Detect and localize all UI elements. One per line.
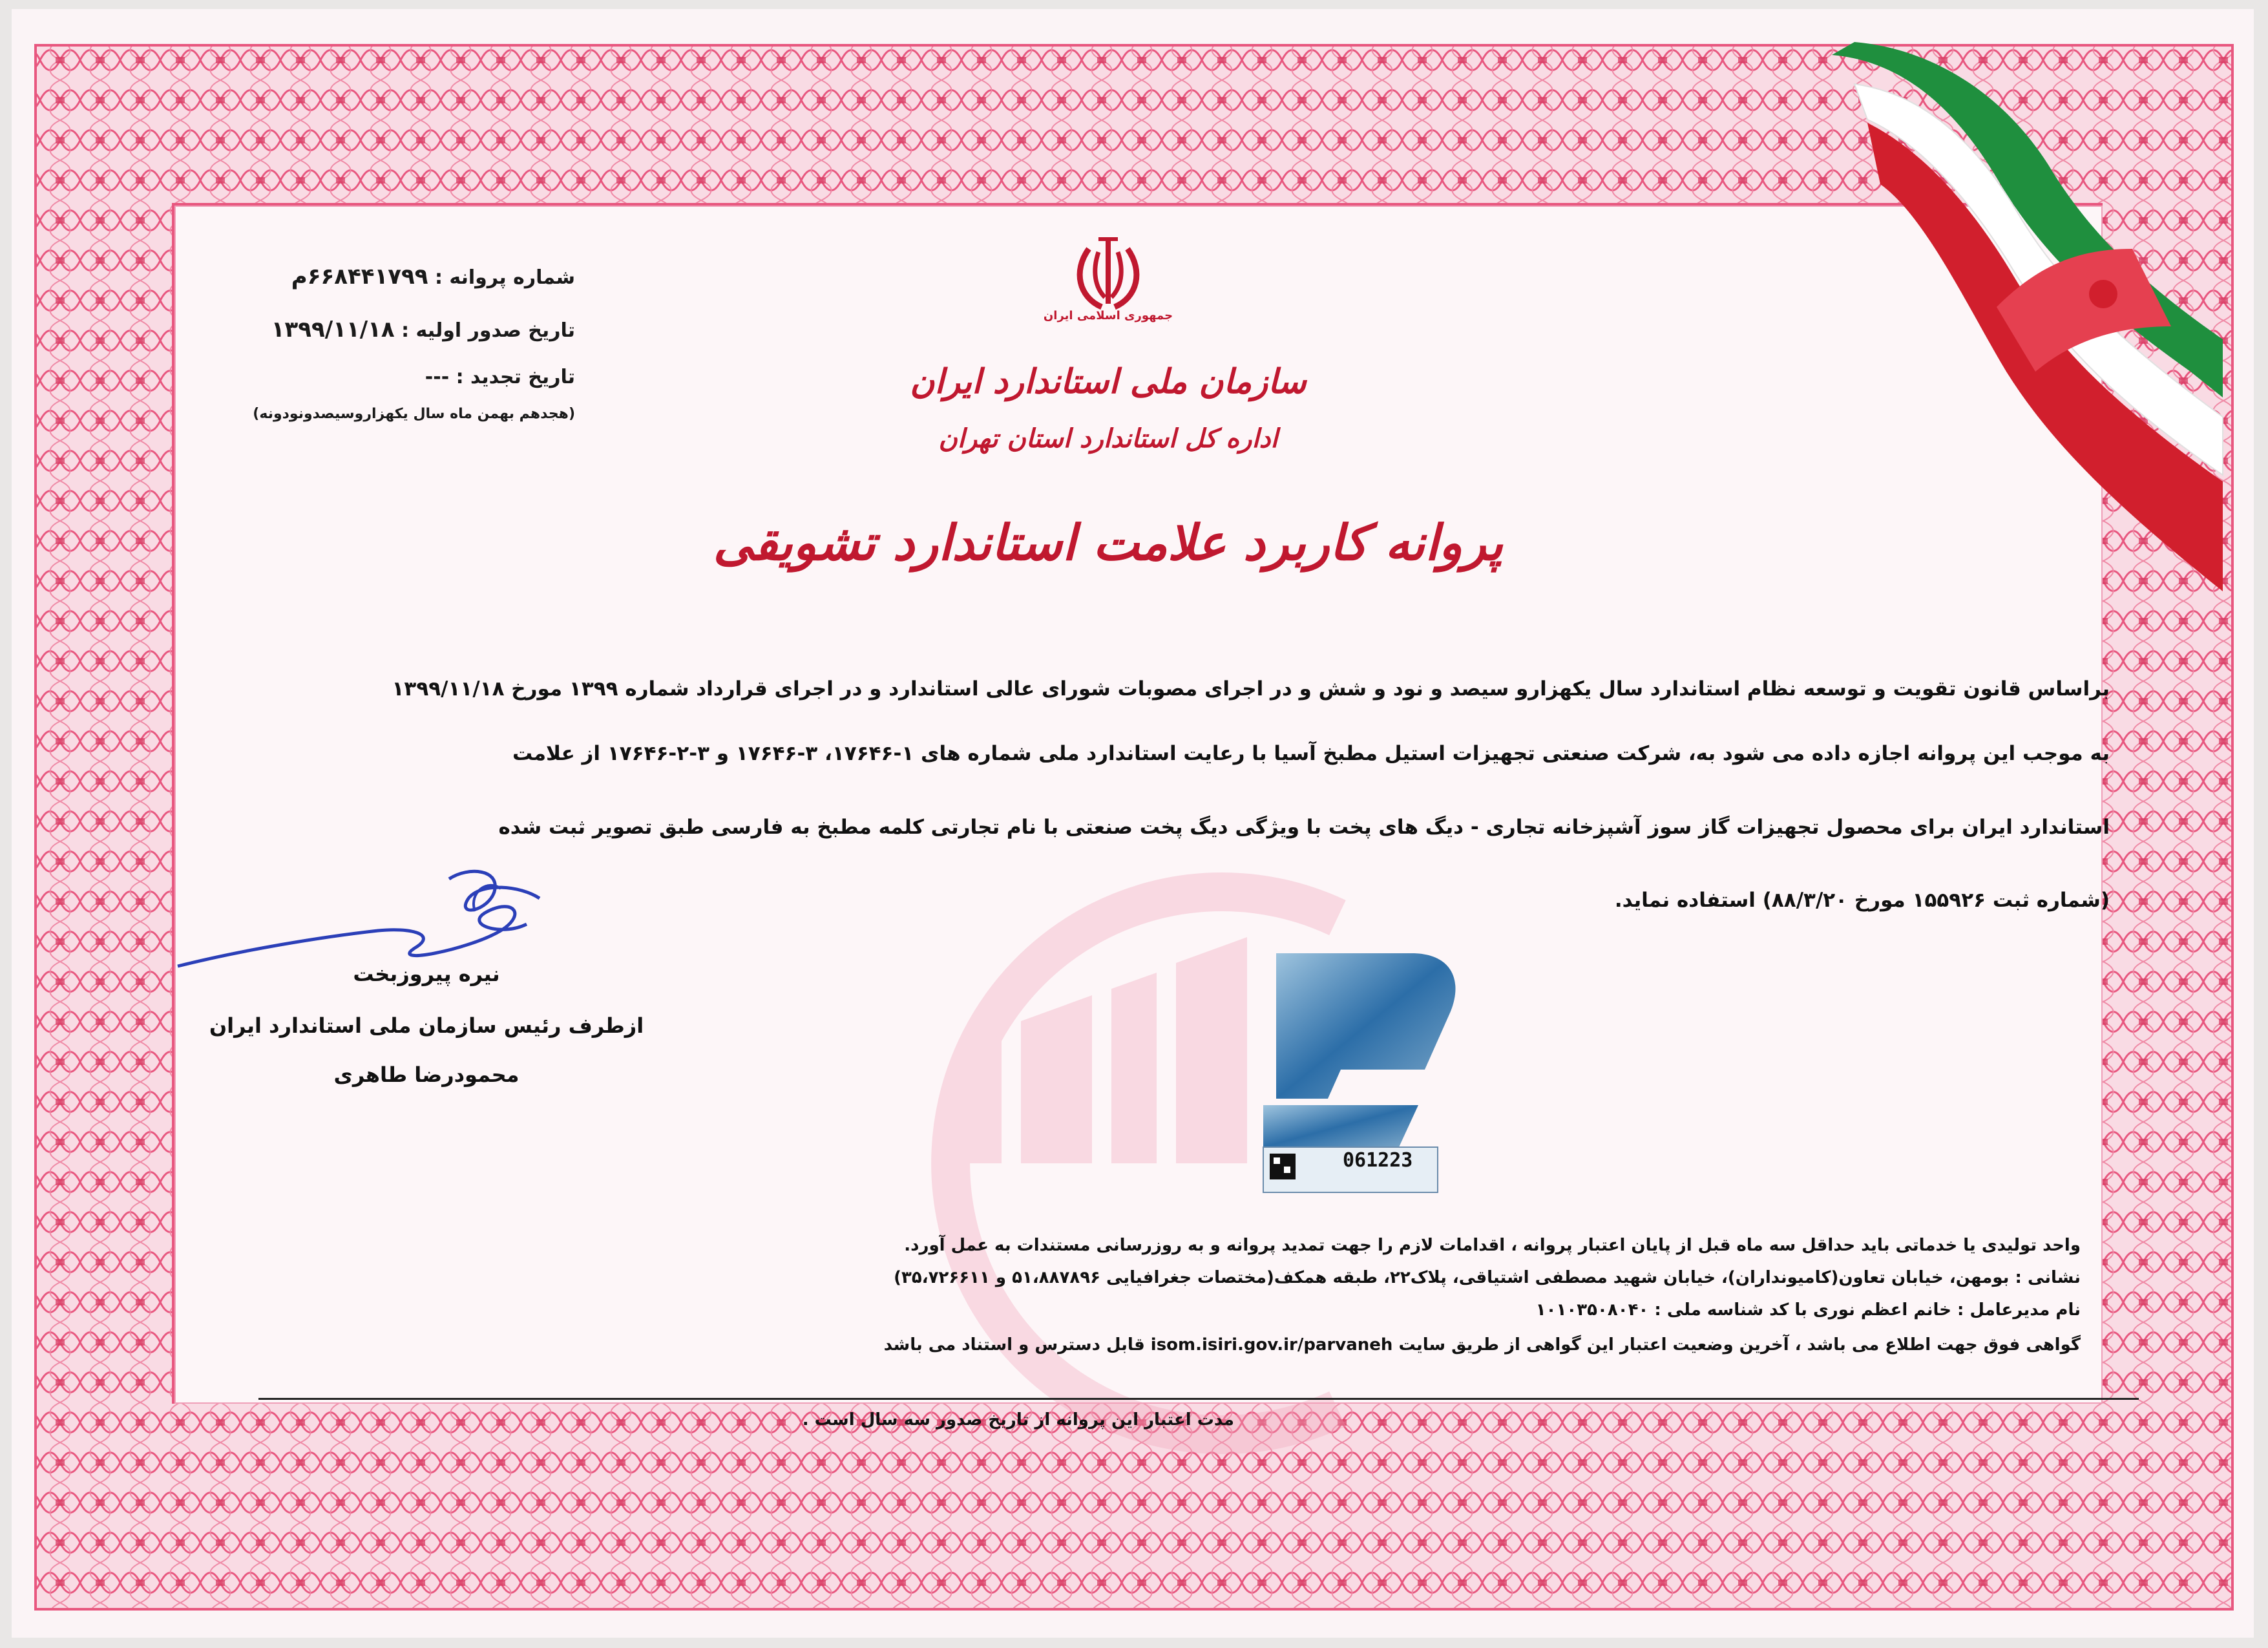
hologram-serial: 061223	[1343, 1149, 1413, 1172]
first-issue-row	[271, 317, 575, 343]
renewal-label: تاریخ تجدید :	[456, 366, 575, 388]
footer-address: نشانی : بومهن، خیابان تعاون(کامیونداران)، خیابان شهید مصطفی اشتیاقی، پلاک۲۲، طبقه همکف(مختصات جغرافیایی ۵۱،۸۸۷۸۹۶ و ۳۵،۷۲۶۶۱۱)	[894, 1268, 2081, 1287]
body-line-4: (شماره ثبت ۱۵۵۹۲۶ مورخ ۸۸/۳/۲۰) استفاده نماید.	[1614, 889, 2110, 912]
first-issue-date: ۱۳۹۹/۱۱/۱۸	[271, 317, 395, 343]
iran-emblem-icon	[1069, 233, 1147, 317]
license-number: ۶۶۸۴۴۱۷۹۹م	[291, 264, 428, 290]
license-number-label: شماره پروانه :	[434, 266, 575, 289]
certificate-title: پروانه کاربرد علامت استاندارد تشویقی	[713, 514, 1504, 571]
footer-ceo: نام مدیرعامل : خانم اعظم نوری با کد شناسه ملی : ۱۰۱۰۳۵۰۸۰۴۰	[1535, 1300, 2081, 1320]
head-name: محمودرضا طاهری	[333, 1062, 520, 1087]
body-line-2: به موجب این پروانه اجازه داده می شود به، شرکت صنعتی تجهیزات استیل مطبخ آسیا با رعایت استاندارد ملی شماره های ۱-۱۷۶۴۶، ۳-۱۷۶۴۶ و ۳-۲-۱۷۶۴۶ از علامت	[512, 742, 2110, 765]
footer-verification: گواهی فوق جهت اطلاع می باشد ، آخرین وضعیت اعتبار این گواهی از طریق سایت isom.isiri.gov.ir/parvaneh قابل دسترس و استناد می باشد	[883, 1335, 2081, 1355]
footer-divider	[258, 1398, 2139, 1400]
date-in-words: (هجدهم بهمن ماه سال یکهزاروسیصدونودونه)	[253, 406, 575, 422]
body-line-3: استاندارد ایران برای محصول تجهیزات گاز سوز آشپزخانه تجاری - دیگ های پخت با ویژگی دیگ پخت صنعتی با نام تجارتی کلمه مطبخ به فارسی طبق تصویر ثبت شده	[498, 816, 2110, 839]
organization-name: سازمان ملی استاندارد ایران	[910, 362, 1307, 401]
signer-on-behalf: ازطرف رئیس سازمان ملی استاندارد ایران	[209, 1013, 644, 1038]
footer-line-1: واحد تولیدی یا خدماتی باید حداقل سه ماه قبل از پایان اعتبار پروانه ، اقدامات لازم را جهت تمدید پروانه و به روزرسانی مستندات به عمل آورد.	[904, 1236, 2081, 1255]
body-line-1: براساس قانون تقویت و توسعه نظام استاندارد سال یکهزارو سیصد و نود و شش و در اجرای مصوبات شورای عالی استاندارد و در اجرای قرارداد شماره ۱۳۹۹ مورخ ۱۳۹۹/۱۱/۱۸	[392, 677, 2110, 701]
validity-note: مدت اعتبار این پروانه از تاریخ صدور سه سال است .	[802, 1410, 1234, 1430]
renewal-row	[425, 366, 575, 388]
license-number-row	[291, 264, 575, 290]
iran-flag-ribbon-icon	[1829, 36, 2229, 591]
first-issue-label: تاریخ صدور اولیه :	[401, 319, 575, 342]
department-name: اداره کل استاندارد استان تهران	[938, 423, 1278, 454]
signer-name: نیره پیروزبخت	[353, 962, 500, 986]
renewal-value: ---	[425, 366, 450, 388]
emblem-caption: جمهوری اسلامی ایران	[1043, 309, 1173, 322]
